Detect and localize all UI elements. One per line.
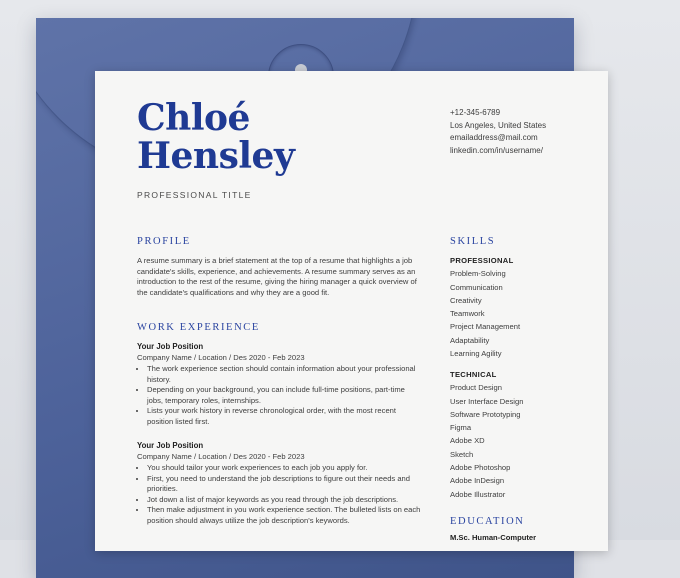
job-bullet: • First, you need to understand the job descriptions to figure out their needs and priorities. bbox=[147, 474, 422, 495]
job-title: Your Job Position bbox=[137, 342, 204, 351]
skills-technical bbox=[450, 368, 523, 501]
skill-item: Teamwork bbox=[450, 309, 485, 319]
job-entry bbox=[137, 440, 422, 527]
job-bullet: • Then make adjustment in you work experience section. The bulleted lists on each position should always utilize the job description's keywords. bbox=[147, 505, 422, 526]
profile-heading: PROFILE bbox=[137, 236, 191, 247]
job-bullets bbox=[137, 463, 422, 527]
resume-page bbox=[95, 71, 608, 551]
skill-item: Communication bbox=[450, 282, 503, 292]
skill-item: Figma bbox=[450, 423, 472, 433]
skill-item: Creativity bbox=[450, 295, 482, 305]
name-first: Chloé bbox=[137, 97, 250, 139]
contact-block bbox=[450, 107, 546, 157]
job-bullet: • You should tailor your work experiences to each job you apply for. bbox=[147, 463, 422, 474]
skill-item: Adaptability bbox=[450, 335, 490, 345]
skill-item: Product Design bbox=[450, 383, 502, 393]
skill-item: Software Prototyping bbox=[450, 409, 521, 419]
skill-item: Sketch bbox=[450, 449, 474, 459]
contact-location: Los Angeles, United States bbox=[450, 120, 547, 130]
job-bullet: • Lists your work history in reverse chronological order, with the most recent position listed first. bbox=[147, 406, 422, 427]
skills-professional bbox=[450, 254, 520, 360]
contact-email: emailaddress@mail.com bbox=[450, 133, 538, 143]
skill-item: Learning Agility bbox=[450, 349, 502, 359]
professional-title: PROFESSIONAL TITLE bbox=[137, 190, 252, 200]
skill-item: Adobe Photoshop bbox=[450, 463, 511, 473]
work-experience-heading: WORK EXPERIENCE bbox=[137, 322, 260, 333]
skill-item: Adobe XD bbox=[450, 436, 485, 446]
contact-linkedin: linkedin.com/in/username/ bbox=[450, 145, 543, 155]
education-heading: EDUCATION bbox=[450, 516, 525, 527]
job-title: Your Job Position bbox=[137, 441, 204, 450]
job-bullets bbox=[137, 364, 422, 428]
job-bullet: • Depending on your background, you can include full-time positions, part-time jobs, temporary roles, internships. bbox=[147, 385, 422, 406]
skills-subheading: TECHNICAL bbox=[450, 370, 497, 379]
candidate-name bbox=[137, 99, 367, 175]
skill-item: Adobe InDesign bbox=[450, 476, 505, 486]
job-bullet: • The work experience section should contain information about your professional history. bbox=[147, 364, 422, 385]
skill-item: Project Management bbox=[450, 322, 521, 332]
skills-subheading: PROFESSIONAL bbox=[450, 256, 514, 265]
contact-phone: +12-345-6789 bbox=[450, 108, 501, 117]
skill-item: Problem-Solving bbox=[450, 269, 506, 279]
skill-item: User Interface Design bbox=[450, 396, 524, 406]
job-bullet: • Jot down a list of major keywords as you read through the job descriptions. bbox=[147, 495, 422, 506]
skill-item: Adobe Illustrator bbox=[450, 489, 506, 499]
skills-heading: SKILLS bbox=[450, 236, 496, 247]
job-company: Company Name / Location / Des 2020 - Feb 2023 bbox=[137, 353, 305, 362]
job-entry bbox=[137, 341, 422, 428]
profile-text: A resume summary is a brief statement at the top of a resume that highlights a job candidate's skills, experience, and achievements. A resume summary serves as an introduction to the rest of the resume, giving the hiring manager a quick overview of the candidate's qualifications and why they are a good fit. bbox=[137, 256, 417, 297]
education-degree: M.Sc. Human-Computer bbox=[450, 533, 537, 542]
job-company: Company Name / Location / Des 2020 - Feb 2023 bbox=[137, 452, 305, 461]
name-last: Hensley bbox=[137, 135, 295, 177]
